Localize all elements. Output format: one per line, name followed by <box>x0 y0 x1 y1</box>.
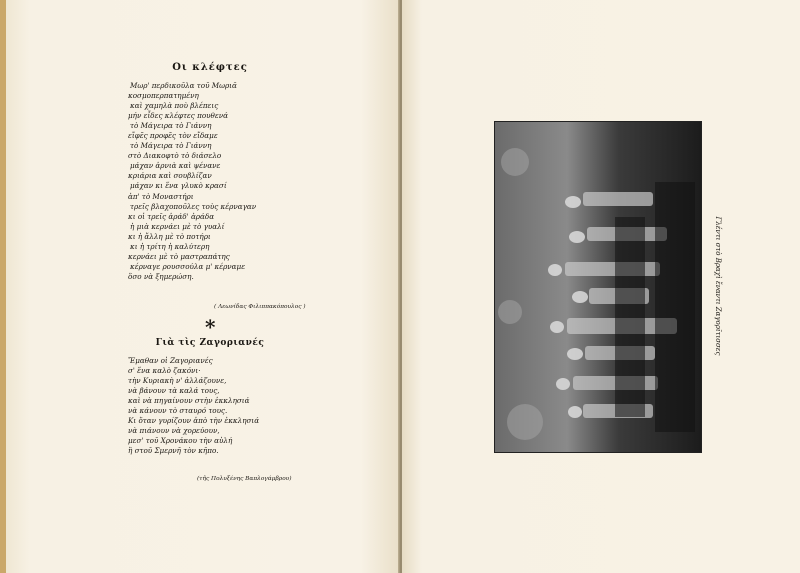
verse-line: Κι ὅταν γυρίζουν ἀπὸ τὴν ἐκκλησιά <box>128 416 260 426</box>
verse-line: μάχαν ἀρνιὰ καὶ ψένανε <box>130 161 221 171</box>
photo-caption: Γλέντι στὸ Βραχὶ ἔναντι Ζαγορῖτισσες <box>714 216 722 356</box>
verse-line: μάχαν κι ἕνα γλυκὸ κρασί <box>130 181 227 191</box>
verse-line: τρεῖς βλαχοποῦλες τοὺς κέρναγαν <box>130 201 257 211</box>
verse-line: ἢ στοῦ Σμερνῆ τὸν κῆπο. <box>128 446 219 456</box>
verse-line: κερνάει μὲ τὸ μαστραπάτης <box>128 251 230 261</box>
verse-line: εἴφε̃ς προφε̃ς τὸν εἴδαμε <box>128 131 218 141</box>
verse-line: νὰ πιάνουν νὰ χορεύουν, <box>128 426 220 436</box>
verse-line: μεσ' τοῦ Χρονάκου τὴν αὐλή <box>128 436 233 446</box>
verse-line: στὸ Διακοφτὸ τὸ διάσελο <box>128 151 222 161</box>
verse-line: καὶ νὰ πηγαίνουν στὴν ἐκκλησιά <box>128 396 250 406</box>
verse-line: κριάρια καὶ σουβλίζαν <box>128 171 212 181</box>
poem-title-zagorianes: Γιὰ τὶς Ζαγοριανές <box>155 338 265 348</box>
verse-line: ἀπ' τὸ Μοναστήρι <box>128 191 194 201</box>
verse-line: μήν εἶδες κλέφτες πουθενά <box>128 111 228 121</box>
verse-line: ὅσο νὰ ξημερώση. <box>128 271 194 281</box>
verse-line: κι ἡ τρίτη ἡ καλύτερη <box>130 241 210 251</box>
verse-line: σ' ἕνα καλὸ ζακόνι· <box>128 366 201 376</box>
verse-line: κι ἡ ἄλλη μὲ τὸ ποτήρι <box>128 231 211 241</box>
verse-line: κοσμοπερπατημένη <box>128 91 199 101</box>
verse-line: Μωρ' περδικοῦλα τοῦ Μωριᾶ <box>130 81 237 90</box>
verse-line: νὰ κάνουν τὸ σταυρό τους. <box>128 406 228 416</box>
group-photograph <box>494 121 702 453</box>
verse-line: ἡ μιὰ κερνάει μὲ τὸ γυαλί <box>130 221 225 231</box>
poem-attribution: (τῆς Πολυξένης Βαπλογάμβρου) <box>197 476 292 482</box>
verse-line: κέρναγε ρουσσούλα μ' κέρναμε <box>130 261 246 271</box>
verse-line: τὸ Μάγειρα τὸ Γιάννη <box>130 121 212 131</box>
section-separator: * <box>205 315 216 339</box>
verse-line: κι οἱ τρεῖς ἀράδ' ἀράδα <box>128 211 215 221</box>
poem-title-klefts: Οι κλέφτες <box>172 62 248 73</box>
poem-attribution: ( Λεωνίδας Φιλιππακόπουλος ) <box>214 304 306 310</box>
poem-verse-klefts <box>128 81 256 282</box>
verse-line: νὰ βάνουν τὰ καλά τους, <box>128 386 220 396</box>
verse-line: Ἔμαθαν οἱ Ζαγοριανές <box>128 356 213 365</box>
poem-verse-zagorianes <box>128 356 259 456</box>
verse-line: καὶ χαμηλὰ ποὺ βλέπεις <box>130 101 219 111</box>
verse-line: τὴν Κυριακὴ ν' ἀλλάζουνε, <box>128 376 227 386</box>
verse-line: τὸ Μάγειρα τὸ Γιάννη <box>130 141 212 151</box>
